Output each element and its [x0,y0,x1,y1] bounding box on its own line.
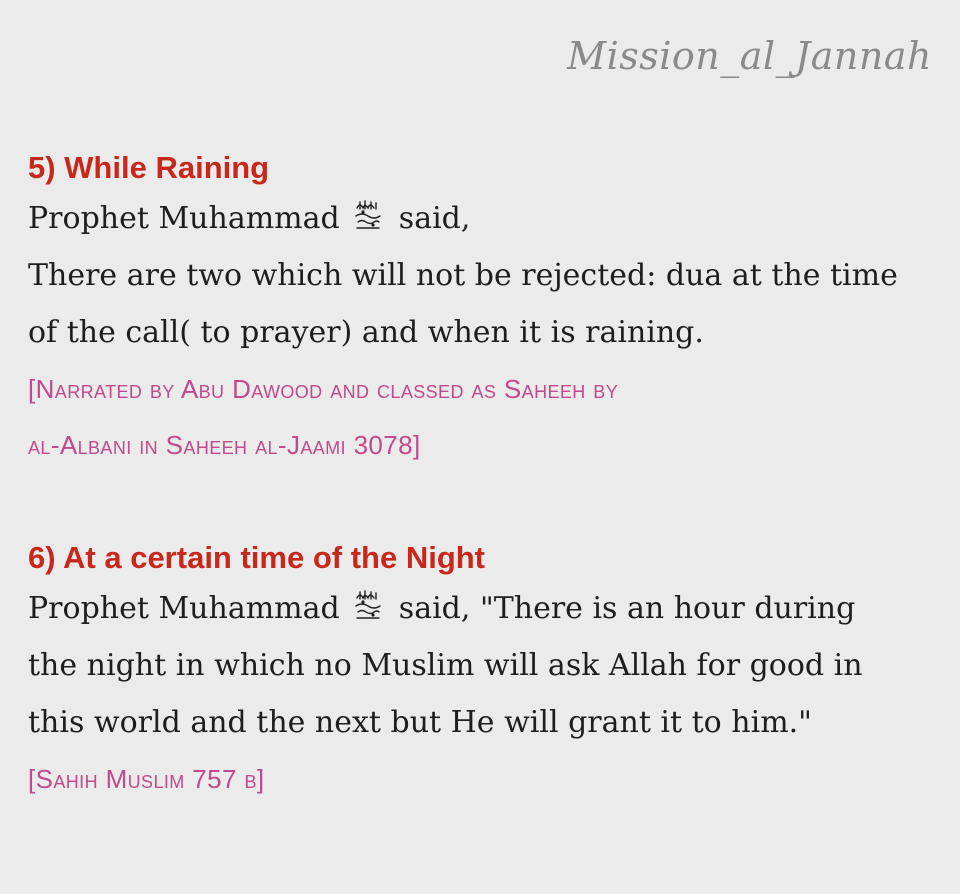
hadith-line [28,190,958,247]
reference [28,361,958,473]
honorific-icon [351,588,385,622]
prophet-name: Prophet Muhammad [28,201,340,236]
hadith-text [28,190,958,361]
hadith-line: There are two which will not be rejected: dua at the time [28,258,898,293]
hadith-text [28,580,958,751]
reference [28,751,958,807]
reference-line: [Narrated by Abu Dawood and classed as Saheeh by [28,374,619,404]
hadith-line [28,580,958,637]
section-heading: 5) While Raining [28,150,270,185]
hadith-line: the night in which no Muslim will ask Allah for good in [28,648,863,683]
hadith-line: of the call( to prayer) and when it is raining. [28,315,704,350]
section-heading: 6) At a certain time of the Night [28,540,486,575]
section-while-raining [28,146,958,473]
prophet-name: Prophet Muhammad [28,591,340,626]
hadith-line: this world and the next but He will grant it to him." [28,705,812,740]
said-text: said, "There is an hour during [398,591,856,626]
watermark: Mission_al_Jannah [567,34,932,78]
section-night-time [28,536,958,807]
reference-line: [Sahih Muslim 757 b] [28,764,265,794]
honorific-icon [351,198,385,232]
said-text: said, [398,201,471,236]
reference-line: al-Albani in Saheeh al-Jaami 3078] [28,430,421,460]
